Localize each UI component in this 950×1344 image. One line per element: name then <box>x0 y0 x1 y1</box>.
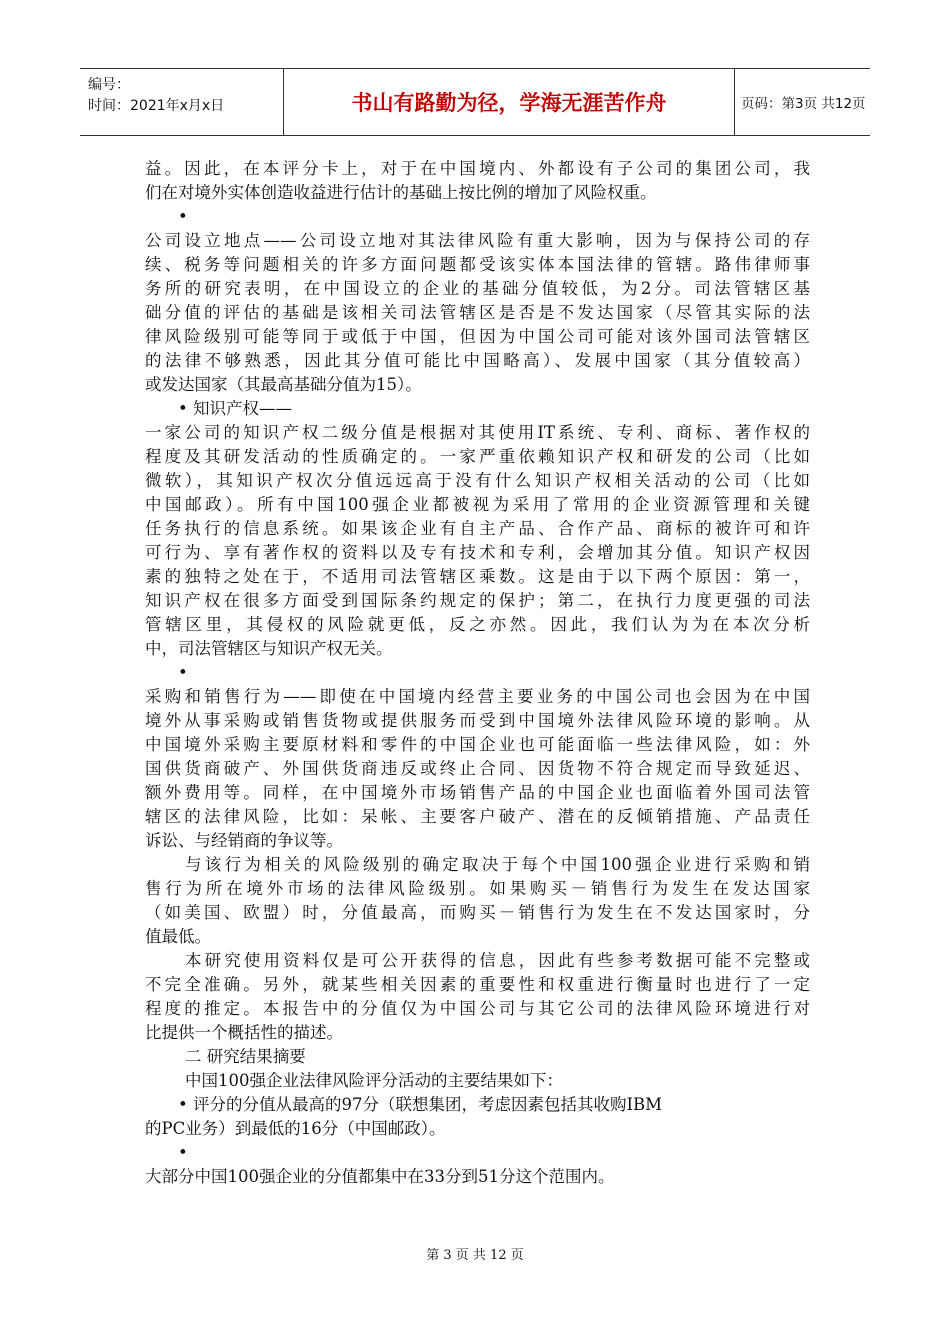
header-motto-cell <box>283 69 735 135</box>
text-line: 额外费用等。同样，在中国境外市场销售产品的中国企业也面临着外国司法管 <box>145 783 810 802</box>
text-line: 程度的推定。本报告中的分值仅为中国公司与其它公司的法律风险环境进行对 <box>145 999 810 1018</box>
page-header <box>80 68 870 136</box>
text-line: 大部分中国100强企业的分值都集中在33分到51分这个范围内。 <box>145 1167 615 1186</box>
bullet-line: • <box>178 663 188 682</box>
page-footer: 第 3 页 共 12 页 <box>426 1248 524 1263</box>
text-line: 律风险级别可能等同于或低于中国，但因为中国公司可能对该外国司法管辖区 <box>145 327 810 346</box>
document-number-label: 编号： <box>88 77 130 93</box>
text-line: 们在对境外实体创造收益进行估计的基础上按比例的增加了风险权重。 <box>145 183 657 202</box>
text-line: 中，司法管辖区与知识产权无关。 <box>145 639 393 658</box>
text-line: 任务执行的信息系统。如果该企业有自主产品、合作产品、商标的被许可和许 <box>145 519 810 538</box>
text-line: 二 研究结果摘要 <box>185 1047 306 1066</box>
text-line: 素的独特之处在于，不适用司法管辖区乘数。这是由于以下两个原因：第一， <box>145 567 810 586</box>
text-line: 或发达国家（其最高基础分值为15）。 <box>145 375 422 394</box>
text-line: 一家公司的知识产权二级分值是根据对其使用IT系统、专利、商标、著作权的 <box>145 423 810 442</box>
header-page-info: 页码：第3页 共12页 <box>741 96 866 112</box>
text-line: 务所的研究表明，在中国设立的企业的基础分值较低，为2分。司法管辖区基 <box>145 279 810 298</box>
text-line: 售行为所在境外市场的法律风险级别。如果购买－销售行为发生在发达国家 <box>145 879 810 898</box>
text-line: 辖区的法律风险，比如：呆帐、主要客户破产、潜在的反倾销措施、产品责任 <box>145 807 810 826</box>
text-line: 中国境外采购主要原材料和零件的中国企业也可能面临一些法律风险，如：外 <box>145 735 810 754</box>
text-line: （如美国、欧盟）时，分值最高，而购买－销售行为发生在不发达国家时，分 <box>145 903 810 922</box>
text-line: 础分值的评估的基础是该相关司法管辖区是否是不发达国家（尽管其实际的法 <box>145 303 810 322</box>
text-line: 的PC业务）到最低的16分（中国邮政）。 <box>145 1119 446 1138</box>
text-line: 续、税务等问题相关的许多方面问题都受该实体本国法律的管辖。路伟律师事 <box>145 255 810 274</box>
text-line: 公司设立地点——公司设立地对其法律风险有重大影响，因为与保持公司的存 <box>145 231 810 250</box>
text-line: 比提供一个概括性的描述。 <box>145 1023 343 1042</box>
text-line: 与该行为相关的风险级别的确定取决于每个中国100强企业进行采购和销 <box>185 855 810 874</box>
text-line: 不完全准确。另外，就某些相关因素的重要性和权重进行衡量时也进行了一定 <box>145 975 810 994</box>
text-line: 的法律不够熟悉，因此其分值可能比中国略高）、发展中国家（其分值较高） <box>145 351 810 370</box>
header-meta <box>88 69 283 141</box>
text-line: 本研究使用资料仅是可公开获得的信息，因此有些参考数据可能不完整或 <box>185 951 810 970</box>
text-line: 益。因此，在本评分卡上，对于在中国境内、外都设有子公司的集团公司，我 <box>145 159 810 178</box>
text-line: 可行为、享有著作权的资料以及专有技术和专利，会增加其分值。知识产权因 <box>145 543 810 562</box>
bullet-line: • 评分的分值从最高的97分（联想集团，考虑因素包括其收购IBM <box>178 1095 663 1114</box>
text-line: 知识产权在很多方面受到国际条约规定的保护；第二，在执行力度更强的司法 <box>145 591 810 610</box>
text-line: 国供货商破产、外国供货商违反或终止合同、因货物不符合规定而导致延迟、 <box>145 759 810 778</box>
document-date-label: 时间：2021年x月x日 <box>88 98 225 114</box>
text-line: 采购和销售行为——即使在中国境内经营主要业务的中国公司也会因为在中国 <box>145 687 810 706</box>
bullet-line: • <box>178 1143 188 1162</box>
text-line: 值最低。 <box>145 927 211 946</box>
text-line: 管辖区里，其侵权的风险就更低，反之亦然。因此，我们认为为在本次分析 <box>145 615 810 634</box>
text-line: 微软），其知识产权次分值远远高于没有什么知识产权相关活动的公司（比如 <box>145 471 810 490</box>
text-line: 中国100强企业法律风险评分活动的主要结果如下： <box>185 1071 563 1090</box>
text-line: 诉讼、与经销商的争议等。 <box>145 831 343 850</box>
text-line: 程度及其研发活动的性质确定的。一家严重依赖知识产权和研发的公司（比如 <box>145 447 810 466</box>
document-body <box>145 157 810 1189</box>
bullet-line: • 知识产权—— <box>178 399 292 418</box>
header-motto: 书山有路勤为径，学海无涯苦作舟 <box>351 91 667 115</box>
text-line: 中国邮政）。所有中国100强企业都被视为采用了常用的企业资源管理和关键 <box>145 495 810 514</box>
bullet-line: • <box>178 207 188 226</box>
text-line: 境外从事采购或销售货物或提供服务而受到中国境外法律风险环境的影响。从 <box>145 711 810 730</box>
